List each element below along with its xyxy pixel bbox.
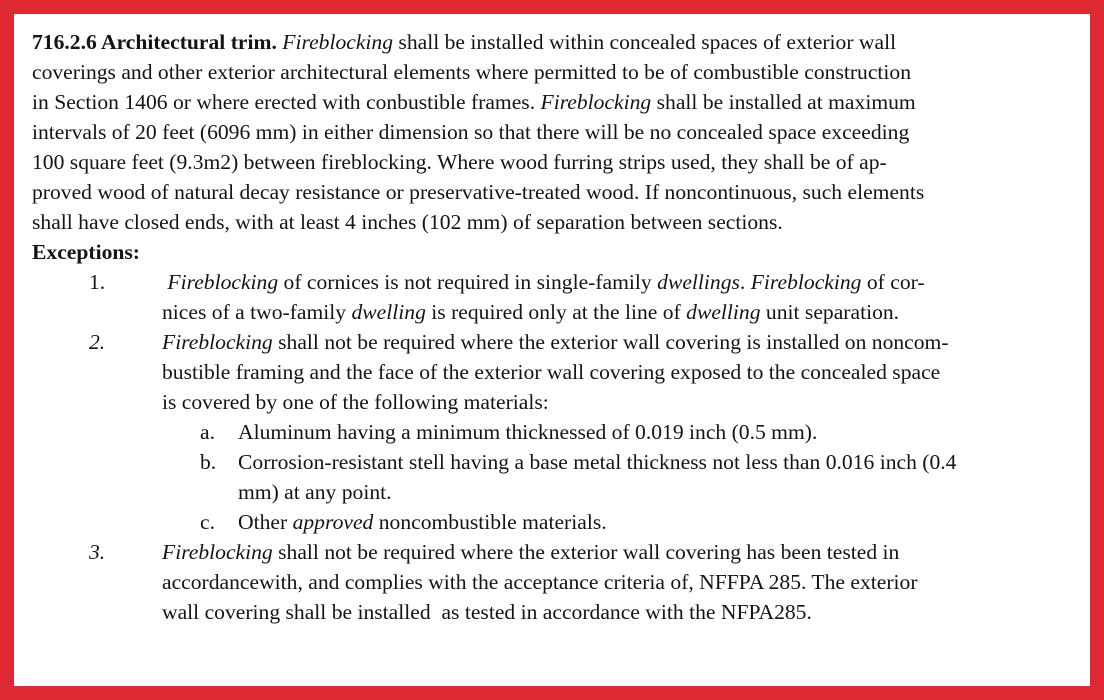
subitem-line bbox=[238, 417, 817, 447]
text-run: mm) at any point. bbox=[238, 480, 392, 504]
italic-term: Fireblocking bbox=[162, 540, 273, 564]
text-run: in Section 1406 or where erected with conbustible frames. bbox=[32, 90, 541, 114]
section-paragraph-line bbox=[32, 27, 896, 57]
exception-number: 3. bbox=[89, 540, 106, 564]
text-run: intervals of 20 feet (6096 mm) in either dimension so that there will be no concealed space exceeding bbox=[32, 120, 910, 144]
section-paragraph-line bbox=[32, 147, 887, 177]
subitem-line bbox=[238, 477, 392, 507]
text-run: nices of a two-family bbox=[162, 300, 352, 324]
section-paragraph-line bbox=[32, 177, 924, 207]
text-run: Corrosion-resistant stell having a base metal thickness not less than 0.016 inch (0.4 bbox=[238, 450, 957, 474]
section-paragraph-line bbox=[32, 57, 911, 87]
text-run: is covered by one of the following materials: bbox=[162, 390, 549, 414]
exception-item-line bbox=[162, 567, 918, 597]
exception-item-line bbox=[162, 537, 899, 567]
exception-item-line bbox=[162, 327, 949, 357]
italic-term: Fireblocking bbox=[282, 30, 394, 54]
subitem-letter: b. bbox=[200, 450, 217, 474]
italic-term: approved bbox=[292, 510, 374, 534]
text-run: 100 square feet (9.3m2) between fireblocking. Where wood furring strips used, they shall be of ap- bbox=[32, 150, 887, 174]
text-run: of cor- bbox=[861, 270, 925, 294]
text-run: shall be installed at maximum bbox=[651, 90, 916, 114]
exception-number: 1. bbox=[89, 270, 106, 294]
text-run: Aluminum having a minimum thicknessed of 0.019 inch (0.5 mm). bbox=[238, 420, 818, 444]
text-run: of cornices is not required in single-family bbox=[278, 270, 658, 294]
text-run: Other bbox=[238, 510, 293, 534]
subitem-line bbox=[238, 507, 607, 537]
document-page bbox=[14, 14, 1090, 686]
text-run: coverings and other exterior architectural elements where permitted to be of combustible construction bbox=[32, 60, 912, 84]
exception-item-line bbox=[162, 597, 812, 627]
italic-term: dwelling bbox=[686, 300, 761, 324]
italic-term: Fireblocking bbox=[167, 270, 279, 294]
exceptions-heading: Exceptions: bbox=[32, 240, 140, 264]
text-run: noncombustible materials. bbox=[373, 510, 607, 534]
subitem-letter: c. bbox=[200, 510, 215, 534]
exception-item-line bbox=[162, 267, 925, 297]
text-run: shall not be required where the exterior wall covering is installed on noncom- bbox=[272, 330, 949, 354]
section-paragraph-line bbox=[32, 207, 783, 237]
text-run: shall be installed within concealed spaces of exterior wall bbox=[393, 30, 897, 54]
text-run: wall covering shall be installed as tested in accordance with the NFPA285. bbox=[162, 600, 812, 624]
text-run: accordancewith, and complies with the acceptance criteria of, NFFPA 285. The exterior bbox=[162, 570, 918, 594]
exception-item-line bbox=[162, 297, 899, 327]
italic-term: Fireblocking bbox=[750, 270, 862, 294]
text-run: shall not be required where the exterior wall covering has been tested in bbox=[272, 540, 900, 564]
italic-term: dwelling bbox=[351, 300, 426, 324]
italic-term: dwellings bbox=[657, 270, 740, 294]
section-paragraph-line bbox=[32, 87, 916, 117]
subitem-letter: a. bbox=[200, 420, 215, 444]
text-run: bustible framing and the face of the exterior wall covering exposed to the concealed space bbox=[162, 360, 941, 384]
italic-term: Fireblocking bbox=[540, 90, 652, 114]
exception-item-line bbox=[162, 387, 549, 417]
text-run: shall have closed ends, with at least 4 inches (102 mm) of separation between sections. bbox=[32, 210, 783, 234]
section-paragraph-line bbox=[32, 117, 909, 147]
text-run: unit separation. bbox=[760, 300, 900, 324]
text-run: proved wood of natural decay resistance or preservative-treated wood. If noncontinuous, such elements bbox=[32, 180, 925, 204]
exception-item-line bbox=[162, 357, 940, 387]
section-heading: 716.2.6 Architectural trim. bbox=[32, 30, 277, 54]
text-run: is required only at the line of bbox=[425, 300, 687, 324]
exception-number: 2. bbox=[89, 330, 106, 354]
text-run: . bbox=[739, 270, 751, 294]
italic-term: Fireblocking bbox=[162, 330, 273, 354]
subitem-line bbox=[238, 447, 956, 477]
